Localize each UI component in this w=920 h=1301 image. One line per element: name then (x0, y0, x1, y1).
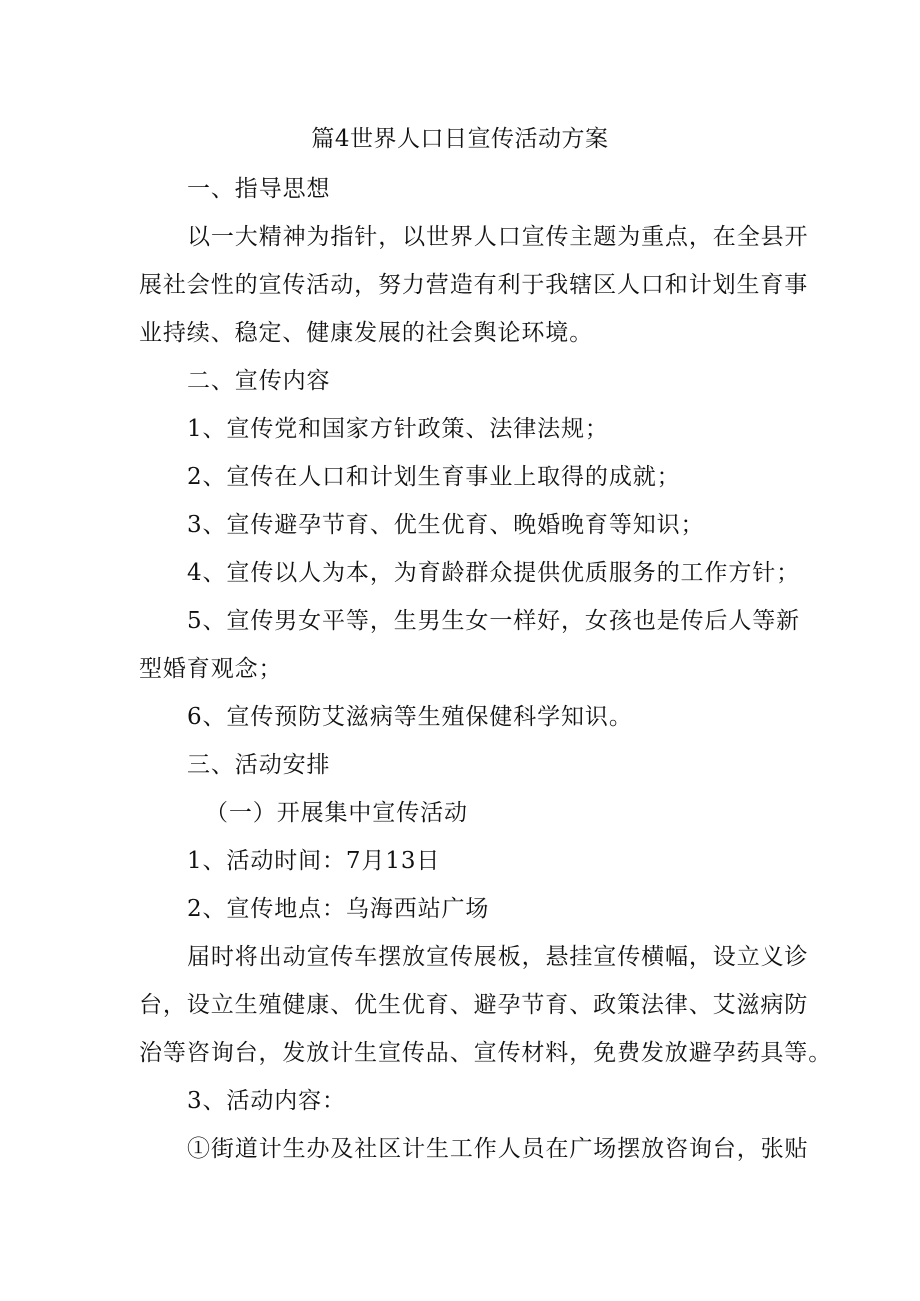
activity-content-heading: 3、活动内容： (187, 1088, 346, 1114)
paragraph-1-line-3: 业持续、稳定、健康发展的社会舆论环境。 (139, 320, 594, 346)
subsection-heading-1: （一）开展集中宣传活动 (205, 800, 468, 826)
list-item-6: 6、宣传预防艾滋病等生殖保健科学知识。 (187, 704, 633, 730)
paragraph-1-line-2: 展社会性的宣传活动，努力营造有利于我辖区人口和计划生育事 (139, 272, 809, 298)
paragraph-2-line-3: 治等咨询台，发放计生宣传品、宣传材料，免费发放避孕药具等。 (139, 1040, 833, 1066)
list-item-5-line-1: 5、宣传男女平等，生男生女一样好，女孩也是传后人等新 (187, 608, 801, 634)
document-title: 篇4世界人口日宣传活动方案 (311, 126, 609, 152)
list-item-5-line-2: 型婚育观念； (139, 656, 283, 682)
list-item-2: 2、宣传在人口和计划生育事业上取得的成就； (187, 464, 681, 490)
list-item-1: 1、宣传党和国家方针政策、法律法规； (187, 416, 609, 442)
list-item-3: 3、宣传避孕节育、优生优育、晚婚晚育等知识； (187, 512, 705, 538)
paragraph-1-line-1: 以一大精神为指针，以世界人口宣传主题为重点，在全县开 (187, 224, 809, 250)
section-heading-2: 二、宣传内容 (187, 368, 331, 394)
paragraph-2-line-2: 台，设立生殖健康、优生优育、避孕节育、政策法律、艾滋病防 (139, 992, 809, 1018)
paragraph-2-line-1: 届时将出动宣传车摆放宣传展板，悬挂宣传横幅，设立义诊 (187, 944, 809, 970)
paragraph-3-line-1: ①街道计生办及社区计生工作人员在广场摆放咨询台，张贴 (187, 1136, 809, 1162)
section-heading-1: 一、指导思想 (187, 176, 331, 202)
activity-place: 2、宣传地点：乌海西站广场 (187, 896, 490, 922)
activity-time: 1、活动时间：7月13日 (187, 848, 441, 874)
section-heading-3: 三、活动安排 (187, 752, 331, 778)
list-item-4: 4、宣传以人为本，为育龄群众提供优质服务的工作方针； (187, 560, 801, 586)
